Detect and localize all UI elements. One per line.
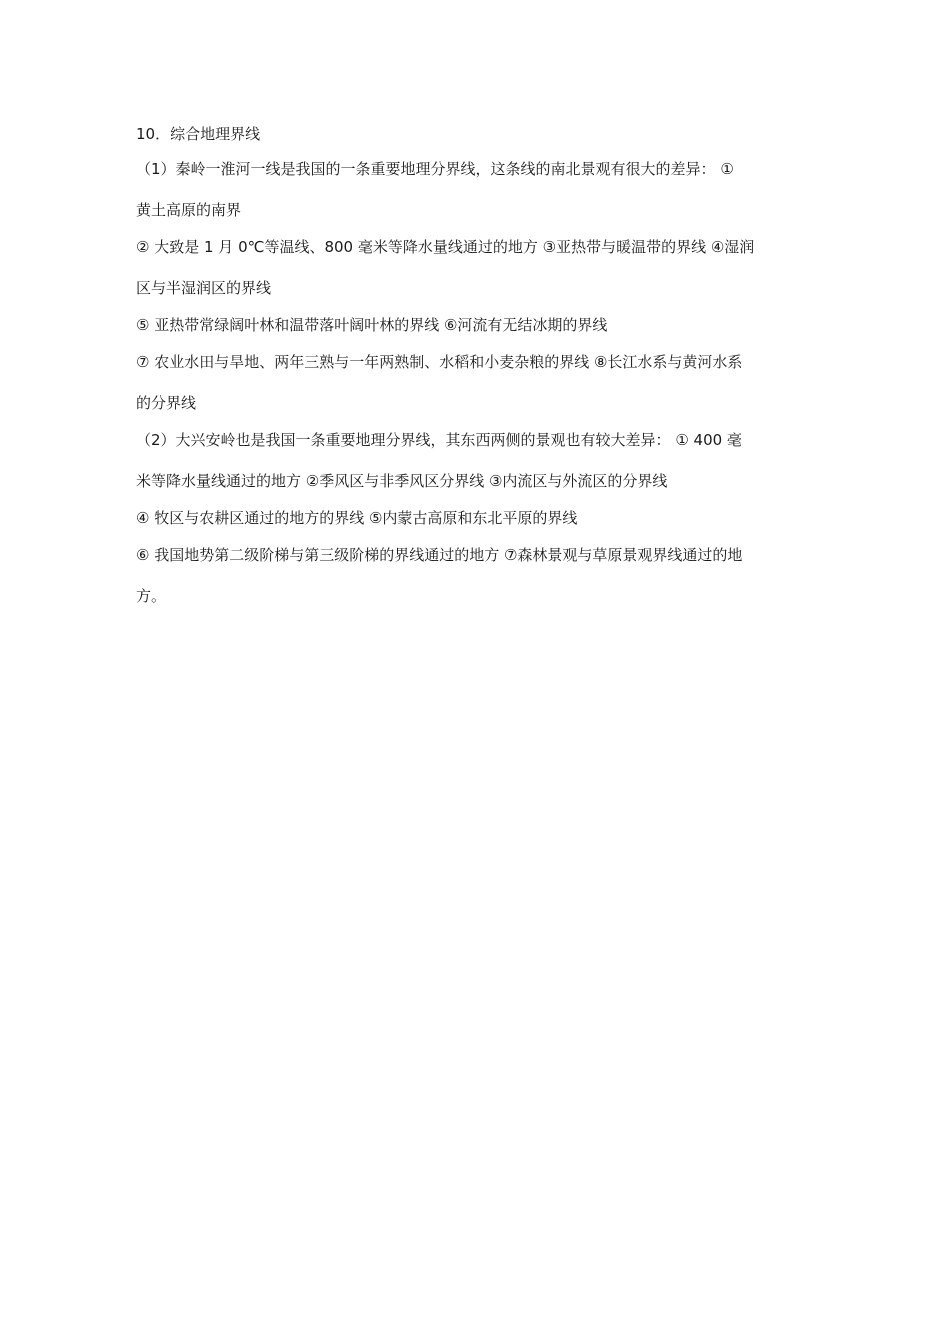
- paragraph-line: （1）秦岭一淮河一线是我国的一条重要地理分界线，这条线的南北景观有很大的差异： ①: [136, 160, 734, 178]
- paragraph-line: ⑥ 我国地势第二级阶梯与第三级阶梯的界线通过的地方 ⑦森林景观与草原景观界线通过的地: [136, 546, 743, 564]
- document-body: [136, 124, 818, 606]
- paragraph-line: ⑦ 农业水田与旱地、两年三熟与一年两熟制、水稻和小麦杂粮的界线 ⑧长江水系与黄河水系: [136, 353, 743, 371]
- paragraph-line: ④ 牧区与农耕区通过的地方的界线 ⑤内蒙古高原和东北平原的界线: [136, 509, 578, 527]
- paragraph-line: 方。: [136, 587, 167, 605]
- paragraph-line: 黄土高原的南界: [136, 201, 242, 219]
- paragraph-line: 的分界线: [136, 394, 197, 412]
- paragraph-line: 米等降水量线通过的地方 ②季风区与非季风区分界线 ③内流区与外流区的分界线: [136, 472, 668, 490]
- section-heading: 10．综合地理界线: [136, 125, 261, 143]
- paragraph-line: ⑤ 亚热带常绿阔叶林和温带落叶阔叶林的界线 ⑥河流有无结冰期的界线: [136, 316, 608, 334]
- paragraph-line: 区与半湿润区的界线: [136, 279, 272, 297]
- paragraph-line: ② 大致是 1 月 0℃等温线、800 毫米等降水量线通过的地方 ③亚热带与暖温带的界线 ④湿润: [136, 238, 755, 256]
- paragraph-line: （2）大兴安岭也是我国一条重要地理分界线，其东西两侧的景观也有较大差异： ① 400 毫: [136, 431, 742, 449]
